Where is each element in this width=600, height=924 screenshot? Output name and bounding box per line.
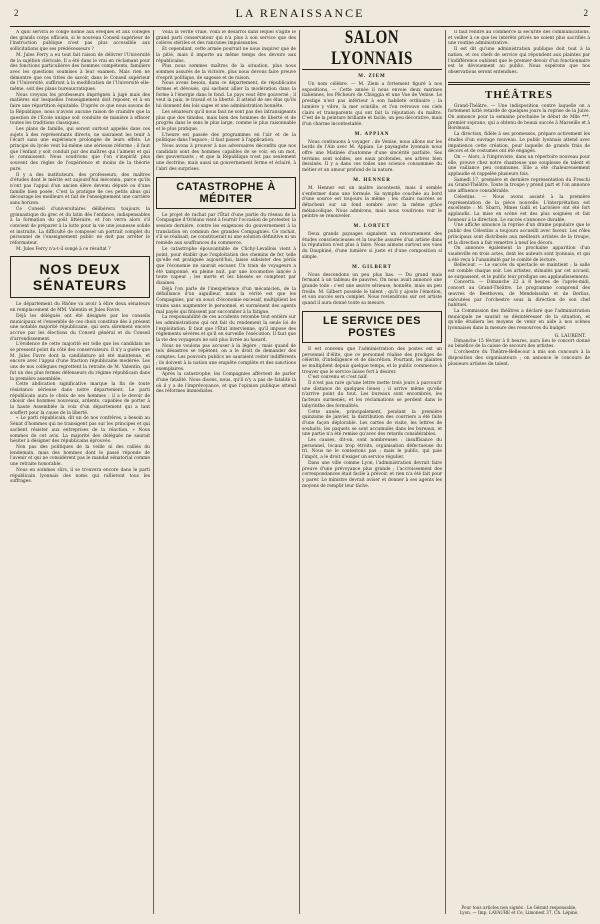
paragraph: On — Alors, à l'improviste, dans un répertoire nouveau pour elle, prouve chez notre chanteuse une souplesse de talent et une vaillance peu communes. Elle a été chaleureusement applaudie et rappelée plusieurs fois. <box>448 154 590 178</box>
paragraph: Le catastrophe épouvantable de Clichy-Levallois vient à point, pour établir que l'exploitation des chemins de fer, telle qu'elle est pratiquée aujourd'hui, laisse subsister des périls que l'économie ne saurait excuser. Un train de voyageurs a été tamponné, en pleine nuit, par une locomotive lancée à toute vapeur ; les morts et les blessés se comptent par dizaines. <box>156 246 296 287</box>
paragraph: Plus nous sommes maîtres de la situation, plus nous sommes assurés de la victoire, plus nous devons faire preuve d'esprit politique, de sagesse et de raison. <box>156 64 296 81</box>
column-2 <box>156 30 296 914</box>
paragraph: M. Jules Ferry a eu tout fait raison de délivrer l'Université de la sujétion cléricale. Il a été dans le vrai en réclamant pour des fonctions particulières des hommes compétents, familiers avec les questions soumises à leur examen. Mais rien ne démontre que ces titres de savoir, dans le Conseil supérieur de l'Université, suffiront à la modification de l'Université elle-même, soit des plans bureaucratiques. <box>10 52 150 93</box>
article-heading: LE SERVICE DES POSTES <box>302 311 442 343</box>
paragraph: Nous continuons à voyager : de Venise, nous allons sur les bords de l'Ain avec M. Appian. Le paysagiste lyonnais nous offre une Matinée d'automne d'une sincérité parfaite. Ses terrains sont solides, ses eaux profondes, ses arbres bien dessinés. Il y a dans ces toiles une science consommée du métier et un amour profond de la nature. <box>302 139 442 174</box>
paragraph: « Le parti républicain, dit un de nos confrères, a besoin au Sénat d'hommes qui ne transigent pas sur les principes et qui sachent résister aux entreprises de la réaction. » Nous sommes de cet avis. La majorité des délégués ne saurait hésiter à désigner des républicains éprouvés. <box>10 416 150 445</box>
column-divider <box>445 30 446 914</box>
paragraph: Et cependant, cette armée pourrait ne nous inspirer que de la pitié, mais il importe au même temps des devoirs aux républicains. <box>156 47 296 64</box>
author-signature: G. LAURENT. <box>554 333 586 339</box>
paragraph: A quoi servira le congé donné aux évêques et aux collèges des grands corps officiels, si le nouveau Conseil supérieur de l'instruction publique n'est pas plus accessible aux sollicitations que ses prédécesseurs ? <box>10 30 150 53</box>
header-rule <box>10 26 590 27</box>
paragraph: Il faut rendre au commerce la sécurité des communications, et veiller à ce que les intérêts privés ne soient plus sacrifiés à une routine administrative. <box>448 30 590 47</box>
paragraph: Il y a des instituteurs, des professeurs, des maîtres d'études dont le mérite est aujourd'hui méconnu, parce qu'ils n'ont pas l'appui d'un ancien élève devenu député ou d'une famille bien posée. C'est la pratique de ces petits abus qui décourage les meilleurs et fait de l'enseignement une carrière sans horizon. <box>10 172 150 207</box>
paragraph: M. Jules Ferry n'a-t-il songé à ce résultat ? <box>16 246 111 252</box>
page-folio: 2 <box>583 8 588 18</box>
imprint-line: Pour tous articles non signés : Le Gérant responsable, <box>461 905 577 910</box>
article-heading: CATASTROPHE À MÉDITER <box>156 177 296 209</box>
paragraph: Il est dit qu'une administration publique doit tout à la nation, et ces chefs de service qui répondent aux plaintes par l'indifférence oublient que le premier devoir d'un fonctionnaire est le dévouement au public. Nous espérons que nos observations seront entendues. <box>448 47 590 75</box>
paragraph: Il est convenu que l'administration des postes est un personnel d'élite, que ce personnel réalise des prodiges de célérité, d'intelligence et de discrétion. Pourtant, les plaintes se multiplient depuis quelque temps, et le public commence à trouver que le service laisse fort à désirer. <box>302 346 442 375</box>
column-divider <box>153 30 154 914</box>
article-heading: THÉÂTRES <box>485 88 553 101</box>
paragraph: Les plans de famille, qui seront surtout appelés dans ces sujets à des représentants directs, ne sauraient les tenir à l'écart sans une expérience prolongée de leurs effets. Le principe du lycée veut lui-même une sérieuse réforme ; il faut que l'enfant y soit conduit par des maîtres qui l'aiment et qui le connaissent. Nous voudrions que l'on s'inspirât plus souvent des règles de l'expérience et moins de la théorie pure. <box>10 126 150 172</box>
paragraph: L'heure est passée des programmes en l'air et de la politique dans l'espace ; il faut passer à l'application. <box>156 132 296 144</box>
section-subheading: M. APPIAN <box>354 131 390 137</box>
paragraph: La direction, fidèle à ses promesses, prépare activement les études d'un ouvrage nouveau. Le public lyonnais attend avec impatience cette création, pour laquelle de grands frais de décors et de costumes ont été engagés. <box>448 132 590 155</box>
paragraph: Deux grands paysages signalent un retournement des études consciencieuses et la touche assurée d'un artiste dans la réputation n'est plus à faire. Nous aimons surtout ses vues du Dauphiné, d'une lumière si juste et d'une composition si simple. <box>302 232 442 260</box>
paragraph: Le département du Rhône va avoir à élire deux sénateurs en remplacement de MM. Valentin et Jules Favre. <box>10 302 150 314</box>
column-divider <box>299 30 300 914</box>
paragraph: Nous avons à prouver à nos adversaires déconfits que nos candidats sont des hommes capables de se voir, en un mot, des gouvernants ; et que la République n'est pas seulement une doctrine, mais aussi un gouvernement ferme et éclairé, à l'abri des surprises. <box>156 144 296 172</box>
paragraph: Il n'est pas rare qu'une lettre mette trois jours à parcourir une distance de quelques lieues ; il arrive même qu'elle n'arrive point du tout. Les bureaux sont encombrés, les facteurs surmenés, et les réclamations se perdent dans le labyrinthe des formalités. <box>302 381 442 409</box>
column-1 <box>10 30 150 914</box>
heading-rule <box>448 82 590 85</box>
paragraph: Un nom célèbre. — M. Ziem a fortement figuré à nos expositions. — Cette année il nous envoie deux marines italiennes, les Pêcheurs de Chioggia et une Vue de Venise. Le prestige n'est pas inférieur à son habileté ordinaire ; la lumière y vibre, la mer scintille, et l'on retrouve ces ciels clairs et transparents qui ont fait la réputation du maître. C'est de la peinture brillante et facile, un peu décorative, mais d'un charme incontestable. <box>302 82 442 127</box>
paragraph: Les sénateurs qu'il nous faut ne sont pas des intransigeants plus que des timides, mais bien des hommes de liberté et de progrès dans le sens le plus large, comme le plus raisonnable et le plus pratique. <box>156 109 296 132</box>
paragraph: Grand-Théâtre. — Une indisposition contre laquelle on a fortement lutté retarde de quelques jours la reprise de la Juive. On annonce pour la semaine prochaine le début de Mlle ***, premier soprano, qui a obtenu de beaux succès à Marseille et à Bordeaux. <box>448 103 590 132</box>
paragraph: La Commission des théâtres a déclaré que l'administration municipale ne saurait se désintéresser de la situation, et qu'elle étudiera les moyens de venir en aide à nos scènes lyonnaises dans la mesure des ressources du budget. <box>448 308 590 332</box>
section-subheading: M. LORTET <box>353 224 391 230</box>
paragraph: Nous en sommes sûrs, il se trouvera encore dans le parti républicain lyonnais des noms qui rallieront tous les suffrages. <box>10 467 150 485</box>
paragraph: Dans une ville comme Lyon, l'administration devrait faire preuve d'une prévoyance plus grande ; l'accroissement des correspondances était facile à prévoir, et rien n'a été fait pour y parer. Le ministre devrait aviser et donner à ses agents les moyens de remplir leur tâche. <box>302 460 442 489</box>
imprint-line: Lyon. — Imp. LAVAURE et Ce, Limonest 37, Ch. Lépine. <box>459 910 579 915</box>
paragraph: Nous ne voulons pas accuser à la légère ; mais quand de tels désastres se répètent, on a le droit de demander des comptes. Les pouvoirs publics ne sauraient rester indifférents ; ils doivent à la nation une enquête complète et des sanctions exemplaires. <box>156 343 296 372</box>
paragraph: La responsabilité de ces accidents retombe tout entière sur les administrations qui ont fait du rendement la seule loi de l'exploitation. Il faut que l'État intervienne, qu'il impose des règlements sévères et qu'il en surveille l'exécution. Il faut que la vie des voyageurs ne soit plus livrée au hasard. <box>156 315 296 344</box>
paragraph: Nous avons besoin, dans ce département, de républicains fermes et dévoués, qui sachent allier la modération dans la forme à l'énergie dans le fond. Le pays veut être gouverné ; il veut la paix, le travail et la liberté. Il attend de ses élus qu'ils lui donnent des lois sages et une administration honnête. <box>156 81 296 110</box>
section-subheading: M. ZIEM <box>358 74 386 79</box>
paragraph: Nous croyons les professeurs imprégnés à jugé mais des matières sur lesquelles l'enseignement doit reposer, et à en faire une répartition équitable. D'après ce que nous savons de la République, nous n'avons aucune raison de craindre que la question de l'École unique soit conduite de manière à effacer toutes les traditions classiques. <box>10 92 150 127</box>
paragraph: Déjà l'on parle de l'inexpérience d'un mécanicien, de la défaillance d'un aiguilleur, mais la vérité est que les Compagnies, par un souci d'économie excessif, multiplient les trains sans augmenter le personnel, et surmènent des agents mal payés qui finissent par succomber à la fatigue. <box>156 286 296 315</box>
paragraph: Samedi 17, première et dernière représentation du Freschi au Grand-Théâtre. Toute la troupe y prend part et l'on annonce une affluence considérable. <box>448 177 590 195</box>
paragraph: Nous descendons un peu plus bas. — Du grand mais fermant à un tableau de pauvres. On nous avait annoncé une grande toile : c'est une œuvre sérieuse, honnête, mais un peu froide. M. Gilbert possède le talent ; qu'il y ajoute l'émotion, et son succès sera complet. Nous reviendrons sur cet artiste quand il aura donné toute sa mesure. <box>302 272 442 307</box>
paragraph: Bellecour. — Le succès du spectacle se maintient ; la salle est comble chaque soir. Les artistes, stimulés par cet accueil, se surpassent, et le public leur prodigue ses applaudissements. <box>448 263 590 280</box>
paragraph: Voilà la vérité vraie, voilà le désarroi dans lequel s'agite le grand parti conservateur qui n'a plus à son service que des colères stériles et des rancunes impuissantes. <box>156 30 296 47</box>
paragraph: L'évidence de cette majorité est telle que les candidats ne se pressent point du côté des conservateurs. Il n'y a guère que M. Jules Favre dont la candidature ait été maintenue, et encore avec l'appui d'une fraction républicaine modérée. Les uns de nos collègues regrettent la retraite de M. Valentin, qui fut un des plus fermes défenseurs du régime républicain dans la première assemblée. <box>10 342 150 382</box>
paragraph: Après la catastrophe, les Compagnies affectent de parler d'une fatalité. Nous disons, nous, qu'il n'y a pas de fatalité là où il y a de l'imprévoyance, et que l'opinion publique attend des réformes immédiates. <box>156 372 296 395</box>
article-heading: SALON LYONNAIS <box>331 30 413 69</box>
column-4 <box>448 30 590 914</box>
page-folio: 2 <box>14 8 19 18</box>
article-heading: NOS DEUX SÉNATEURS <box>10 256 150 298</box>
paragraph: Les causes, dit-on, sont nombreuses : insuffisance du personnel, locaux trop étroits, organisation défectueuse du tri. Nous ne le contestons pas ; mais le public, qui paie l'impôt, a le droit d'exiger un service régulier. <box>302 438 442 461</box>
section-subheading: M. HENNER <box>353 177 391 183</box>
paragraph: Le projet de rachat par l'État d'une partie du réseau de la Compagnie d'Orléans vient à fournir l'occasion de protester, la session dernière, contre les exigences du gouvernement à la translation en commun des grandes Compagnies. Ce rachat, s'il se réalisait, ne constituerait ni une solution définitive ni un remède aux souffrances du commerce. <box>156 212 296 247</box>
paragraph: M. Henner est un maître incontesté, mais il semble s'enfermer dans une formule. Sa nymphe couchée au bord d'une source est toujours la même ; les chairs nacrées se détachent sur un fond sombre avec la même grâce mélancolique. Nous admirons, mais nous voudrions voir le peintre se renouveler. <box>302 185 442 220</box>
paragraph: Cette année, principalement, pendant la première quinzaine de janvier, la distribution des courriers a été faite d'une façon déplorable. Les cartes de visite, les lettres de souhaits, les paquets se sont accumulés dans les bureaux, et une partie n'a été remise qu'avec des retards considérables. <box>302 409 442 438</box>
paragraph: On annonce également la prochaine apparition d'un vaudeville en trois actes, dont les auteurs sont lyonnais, et qui a été reçu à l'unanimité par le comité de lecture. <box>448 246 590 263</box>
paragraph: Ce Conseil d'universitaires délibérera toujours la gymnastique du grec et du latin dès l'enfance, indispensables à la formation du goût littéraire, et l'on verra alors s'il convient de préparer à la lutte pour la vie une jeunesse solide et instruite. La difficulté de composer un portrait complet du personnel de l'enseignement public ne doit pas arrêter le réformateur. <box>10 206 150 247</box>
paragraph: Non pas des politiques de la veille ni des ralliés du lendemain, mais des hommes dont le passé réponde de l'avenir et qui ne considèrent pas le mandat sénatorial comme une retraite honorable. <box>10 445 150 468</box>
paragraph: Célestins. — Nous avons assisté à la première représentation de la pièce nouvelle. L'interprétation est excellente : M. Sbarri, Mmes Galli et Larivière ont été fort applaudis. La mise en scène est des plus soignées et fait honneur à la direction. Le succès s'annonce durable. <box>448 194 590 223</box>
paragraph: Une affiche annonce la reprise d'un drame populaire que le public des Célestins a toujours accueilli avec faveur. Les rôles principaux sont distribués aux meilleurs artistes de la troupe, et la direction a fait remettre à neuf les décors. <box>448 223 590 246</box>
paragraph: C'est convenu et c'est naïf. <box>308 375 368 381</box>
paragraph: L'orchestre du Théâtre-Bellecour a mis son concours à la disposition des organisateurs ; on annonce le concours de plusieurs artistes de talent. <box>448 350 590 367</box>
paragraph: Concerts. — Dimanche 22 à 8 heures de l'après-midi, concert au Grand-Théâtre. Le programme comprend des œuvres de Beethoven, de Mendelssohn et de Berlioz, exécutées par l'orchestre sous la direction de son chef habituel. <box>448 280 590 309</box>
column-3 <box>302 30 442 914</box>
page-title: LA RENAISSANCE <box>235 6 365 20</box>
section-subheading: M. GILBERT <box>352 264 392 270</box>
paragraph: Déjà les délégués ont été désignés par les conseils municipaux et l'ensemble de ces choix constitue dès à présent une notable majorité républicaine, qui sera sûrement encore accrue par les élections du Conseil général et du Conseil d'arrondissement. <box>10 313 150 342</box>
paragraph: Dimanche 15 février à 8 heures, aura lieu le concert donné au bénéfice de la caisse de secours des artistes. <box>448 338 590 350</box>
imprint <box>448 905 590 915</box>
paragraph: Cette abdication significative marque la fin de toute résistance sérieuse dans notre département. Le parti républicain aura le choix de ses hommes ; il a le devoir de choisir des hommes nouveaux, ardents, capables de porter à la haute Assemblée la voix d'un département qui a tant souffert pour la cause de la liberté. <box>10 382 150 416</box>
